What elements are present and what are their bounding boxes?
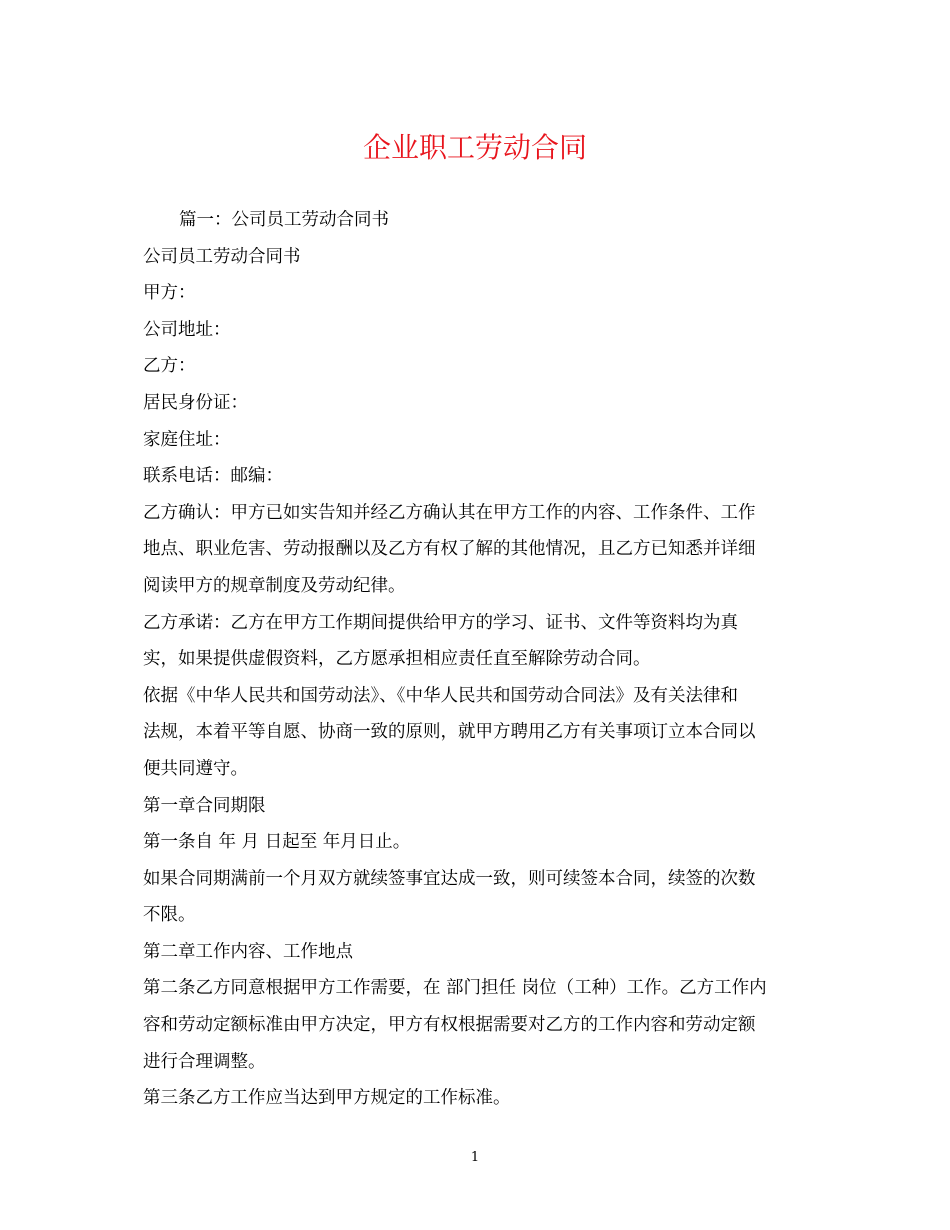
paragraph-line: 乙方确认：甲方已如实告知并经乙方确认其在甲方工作的内容、工作条件、工作	[143, 502, 756, 523]
paragraph-line: 便共同遵守。	[143, 758, 248, 779]
paragraph-line: 依据《中华人民共和国劳动法》、《中华人民共和国劳动合同法》及有关法律和	[143, 685, 738, 706]
paragraph-line: 法规，本着平等自愿、协商一致的原则，就甲方聘用乙方有关事项订立本合同以	[143, 722, 756, 743]
company-address-field: 公司地址：	[143, 319, 231, 340]
contract-heading: 公司员工劳动合同书	[143, 246, 301, 267]
paragraph-line: 不限。	[143, 905, 196, 926]
paragraph-line: 如果合同期满前一个月双方就续签事宜达成一致，则可续签本合同，续签的次数	[143, 868, 756, 889]
article-line: 第一条自 年 月 日起至 年月日止。	[143, 832, 411, 853]
home-address-field: 家庭住址：	[143, 429, 231, 450]
chapter-heading: 第二章工作内容、工作地点	[143, 941, 353, 962]
paragraph-line: 乙方承诺：乙方在甲方工作期间提供给甲方的学习、证书、文件等资料均为真	[143, 612, 738, 633]
paragraph-line: 阅读甲方的规章制度及劳动纪律。	[143, 575, 406, 596]
paragraph-line: 进行合理调整。	[143, 1051, 266, 1072]
document-body	[143, 202, 823, 1117]
article-line: 第二条乙方同意根据甲方工作需要，在 部门担任 岗位（工种）工作。乙方工作内	[143, 978, 767, 999]
article-line: 第三条乙方工作应当达到甲方规定的工作标准。	[143, 1088, 511, 1109]
party-b-field: 乙方：	[143, 356, 196, 377]
document-title: 企业职工劳动合同	[362, 131, 587, 164]
phone-postcode-field: 联系电话：邮编：	[143, 466, 283, 487]
paragraph-line: 地点、职业危害、劳动报酬以及乙方有权了解的其他情况，且乙方已知悉并详细	[143, 539, 756, 560]
page-number: 1	[470, 1150, 480, 1165]
paragraph-line: 容和劳动定额标准由甲方决定，甲方有权根据需要对乙方的工作内容和劳动定额	[143, 1015, 756, 1036]
party-a-field: 甲方：	[143, 283, 196, 304]
paragraph-line: 实，如果提供虚假资料，乙方愿承担相应责任直至解除劳动合同。	[143, 649, 651, 670]
chapter-heading: 第一章合同期限	[143, 795, 266, 816]
id-card-field: 居民身份证：	[143, 392, 248, 413]
section-heading: 篇一：公司员工劳动合同书	[179, 210, 389, 230]
